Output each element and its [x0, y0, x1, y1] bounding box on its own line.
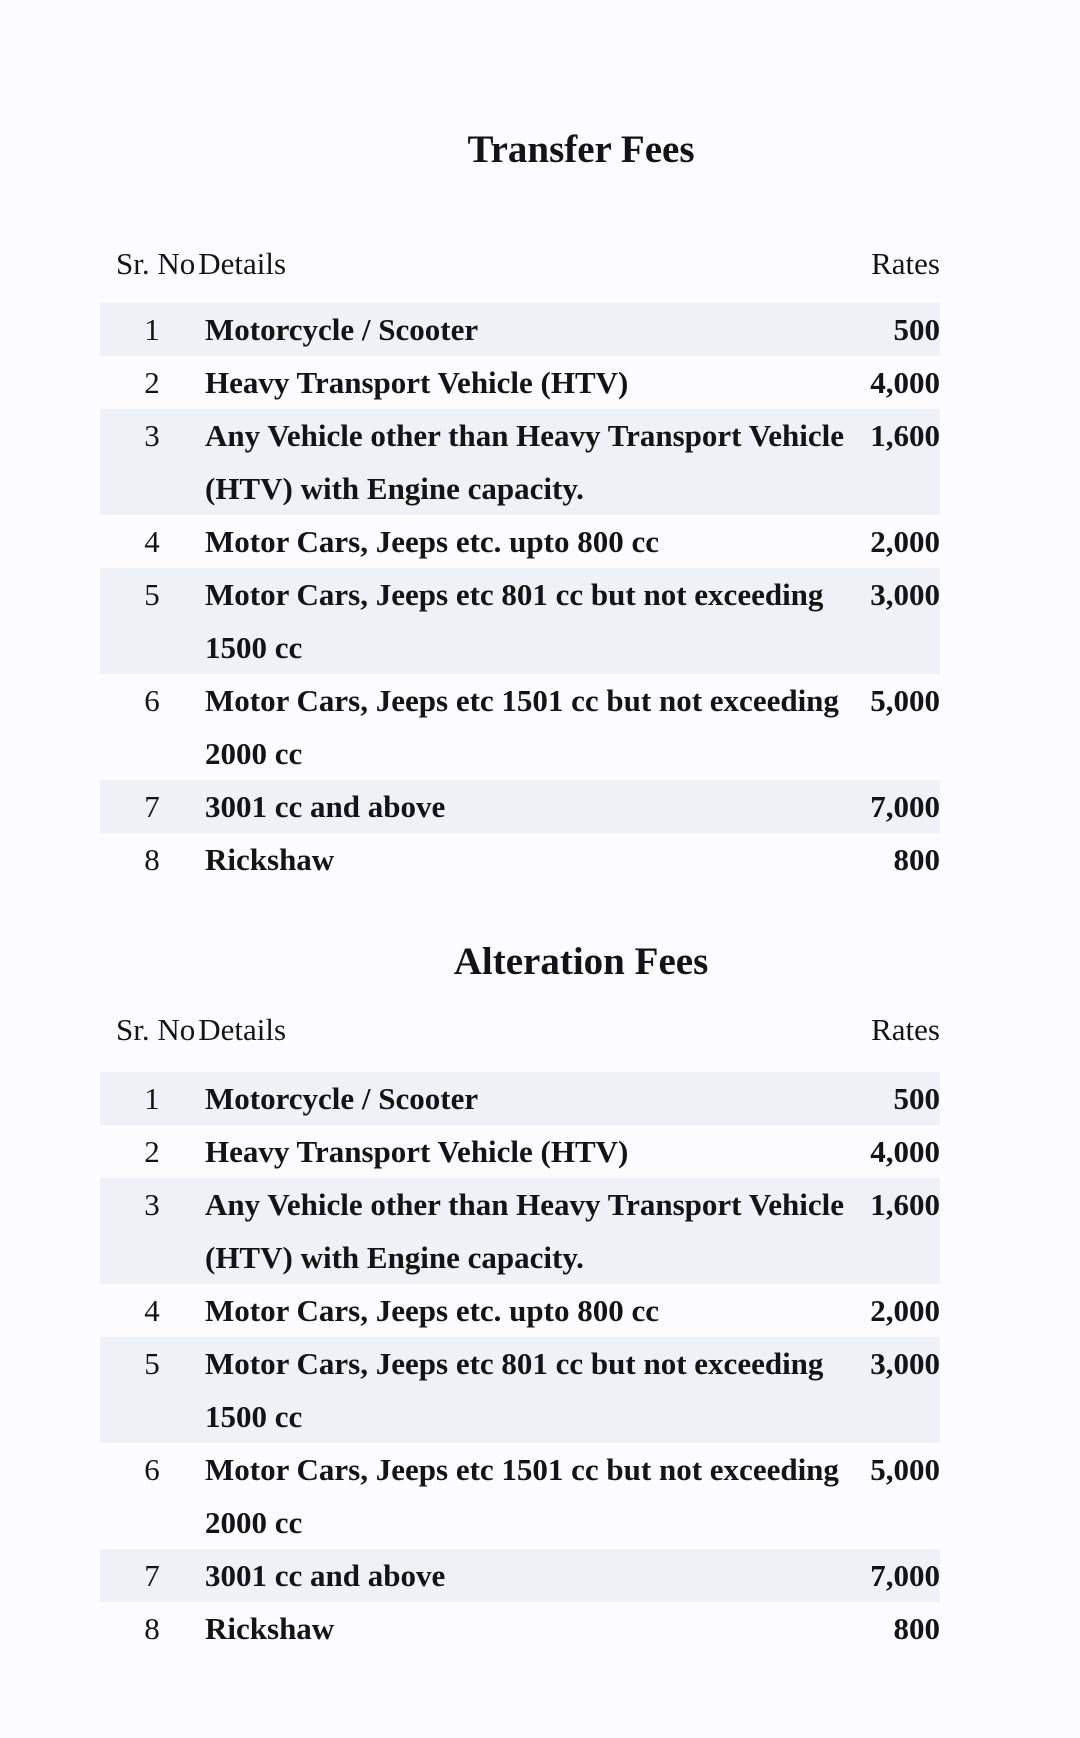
table-row	[100, 1072, 940, 1125]
column-header-details: Details	[198, 246, 287, 281]
table-row	[100, 1337, 940, 1443]
row-rate: 4,000	[870, 365, 940, 400]
table-row	[100, 568, 940, 674]
column-header-row	[100, 242, 940, 286]
row-serial: 3	[144, 1187, 160, 1222]
detail-line: Motor Cars, Jeeps etc 1501 cc but not exceeding	[205, 683, 839, 718]
table-row	[100, 833, 940, 886]
row-serial: 2	[144, 1134, 160, 1169]
table-row	[100, 409, 940, 515]
row-serial: 5	[144, 1346, 160, 1381]
table-row	[100, 1284, 940, 1337]
row-serial: 5	[144, 577, 160, 612]
detail-line: Rickshaw	[205, 842, 335, 877]
row-details	[205, 568, 940, 674]
row-serial: 1	[144, 312, 160, 347]
alteration-fees-section	[100, 940, 940, 1655]
detail-line: 2000 cc	[205, 736, 303, 771]
table-row	[100, 1178, 940, 1284]
row-details	[205, 303, 940, 356]
fee-table-rows	[100, 303, 940, 886]
row-rate: 2,000	[870, 1293, 940, 1328]
row-details	[205, 1284, 940, 1337]
section-title: Transfer Fees	[467, 128, 695, 171]
detail-line: 3001 cc and above	[205, 789, 446, 824]
detail-line: 3001 cc and above	[205, 1558, 446, 1593]
row-serial: 6	[144, 683, 160, 718]
column-header-sr: Sr. No	[116, 246, 196, 281]
row-rate: 800	[893, 842, 940, 877]
row-rate: 1,600	[870, 418, 940, 453]
row-serial: 4	[144, 524, 160, 559]
column-header-row	[100, 1010, 940, 1050]
row-details	[205, 515, 940, 568]
row-serial: 3	[144, 418, 160, 453]
detail-line: Motorcycle / Scooter	[205, 1081, 479, 1116]
row-serial: 7	[144, 789, 160, 824]
row-details	[205, 1443, 940, 1549]
column-header-rates: Rates	[871, 1012, 940, 1047]
table-row	[100, 515, 940, 568]
row-details	[205, 1337, 940, 1443]
detail-line: Any Vehicle other than Heavy Transport Vehicle	[205, 418, 844, 453]
fee-table-rows	[100, 1072, 940, 1655]
row-serial: 2	[144, 365, 160, 400]
row-details	[205, 1602, 940, 1655]
table-row	[100, 674, 940, 780]
detail-line: Motor Cars, Jeeps etc 1501 cc but not exceeding	[205, 1452, 839, 1487]
section-title: Alteration Fees	[453, 940, 709, 983]
detail-line: (HTV) with Engine capacity.	[205, 1240, 584, 1275]
row-details	[205, 409, 940, 515]
table-row	[100, 780, 940, 833]
detail-line: Motor Cars, Jeeps etc 801 cc but not exceeding	[205, 1346, 824, 1381]
table-row	[100, 1602, 940, 1655]
row-rate: 800	[893, 1611, 940, 1646]
detail-line: Motor Cars, Jeeps etc. upto 800 cc	[205, 1293, 659, 1328]
row-rate: 7,000	[870, 789, 940, 824]
row-rate: 2,000	[870, 524, 940, 559]
row-rate: 3,000	[870, 577, 940, 612]
row-rate: 5,000	[870, 1452, 940, 1487]
table-row	[100, 303, 940, 356]
row-rate: 500	[893, 1081, 940, 1116]
row-rate: 5,000	[870, 683, 940, 718]
row-serial: 4	[144, 1293, 160, 1328]
row-rate: 1,600	[870, 1187, 940, 1222]
row-details	[205, 1178, 940, 1284]
row-details	[205, 1125, 940, 1178]
detail-line: (HTV) with Engine capacity.	[205, 471, 584, 506]
row-details	[205, 1549, 940, 1602]
row-details	[205, 1072, 940, 1125]
row-serial: 8	[144, 842, 160, 877]
detail-line: Motorcycle / Scooter	[205, 312, 479, 347]
table-row	[100, 1549, 940, 1602]
detail-line: Rickshaw	[205, 1611, 335, 1646]
column-header-rates: Rates	[871, 246, 940, 281]
row-rate: 500	[893, 312, 940, 347]
detail-line: 2000 cc	[205, 1505, 303, 1540]
row-details	[205, 833, 940, 886]
detail-line: Heavy Transport Vehicle (HTV)	[205, 365, 629, 400]
fees-document	[100, 0, 940, 1655]
detail-line: 1500 cc	[205, 1399, 303, 1434]
detail-line: Motor Cars, Jeeps etc. upto 800 cc	[205, 524, 659, 559]
detail-line: Heavy Transport Vehicle (HTV)	[205, 1134, 629, 1169]
row-details	[205, 780, 940, 833]
table-row	[100, 1125, 940, 1178]
column-header-sr: Sr. No	[116, 1012, 196, 1047]
detail-line: Motor Cars, Jeeps etc 801 cc but not exceeding	[205, 577, 824, 612]
row-details	[205, 356, 940, 409]
row-serial: 1	[144, 1081, 160, 1116]
row-serial: 6	[144, 1452, 160, 1487]
transfer-fees-section	[100, 0, 940, 886]
table-row	[100, 356, 940, 409]
row-rate: 7,000	[870, 1558, 940, 1593]
column-header-details: Details	[198, 1012, 287, 1047]
row-details	[205, 674, 940, 780]
row-rate: 3,000	[870, 1346, 940, 1381]
detail-line: Any Vehicle other than Heavy Transport Vehicle	[205, 1187, 844, 1222]
table-row	[100, 1443, 940, 1549]
detail-line: 1500 cc	[205, 630, 303, 665]
row-serial: 8	[144, 1611, 160, 1646]
row-serial: 7	[144, 1558, 160, 1593]
row-rate: 4,000	[870, 1134, 940, 1169]
